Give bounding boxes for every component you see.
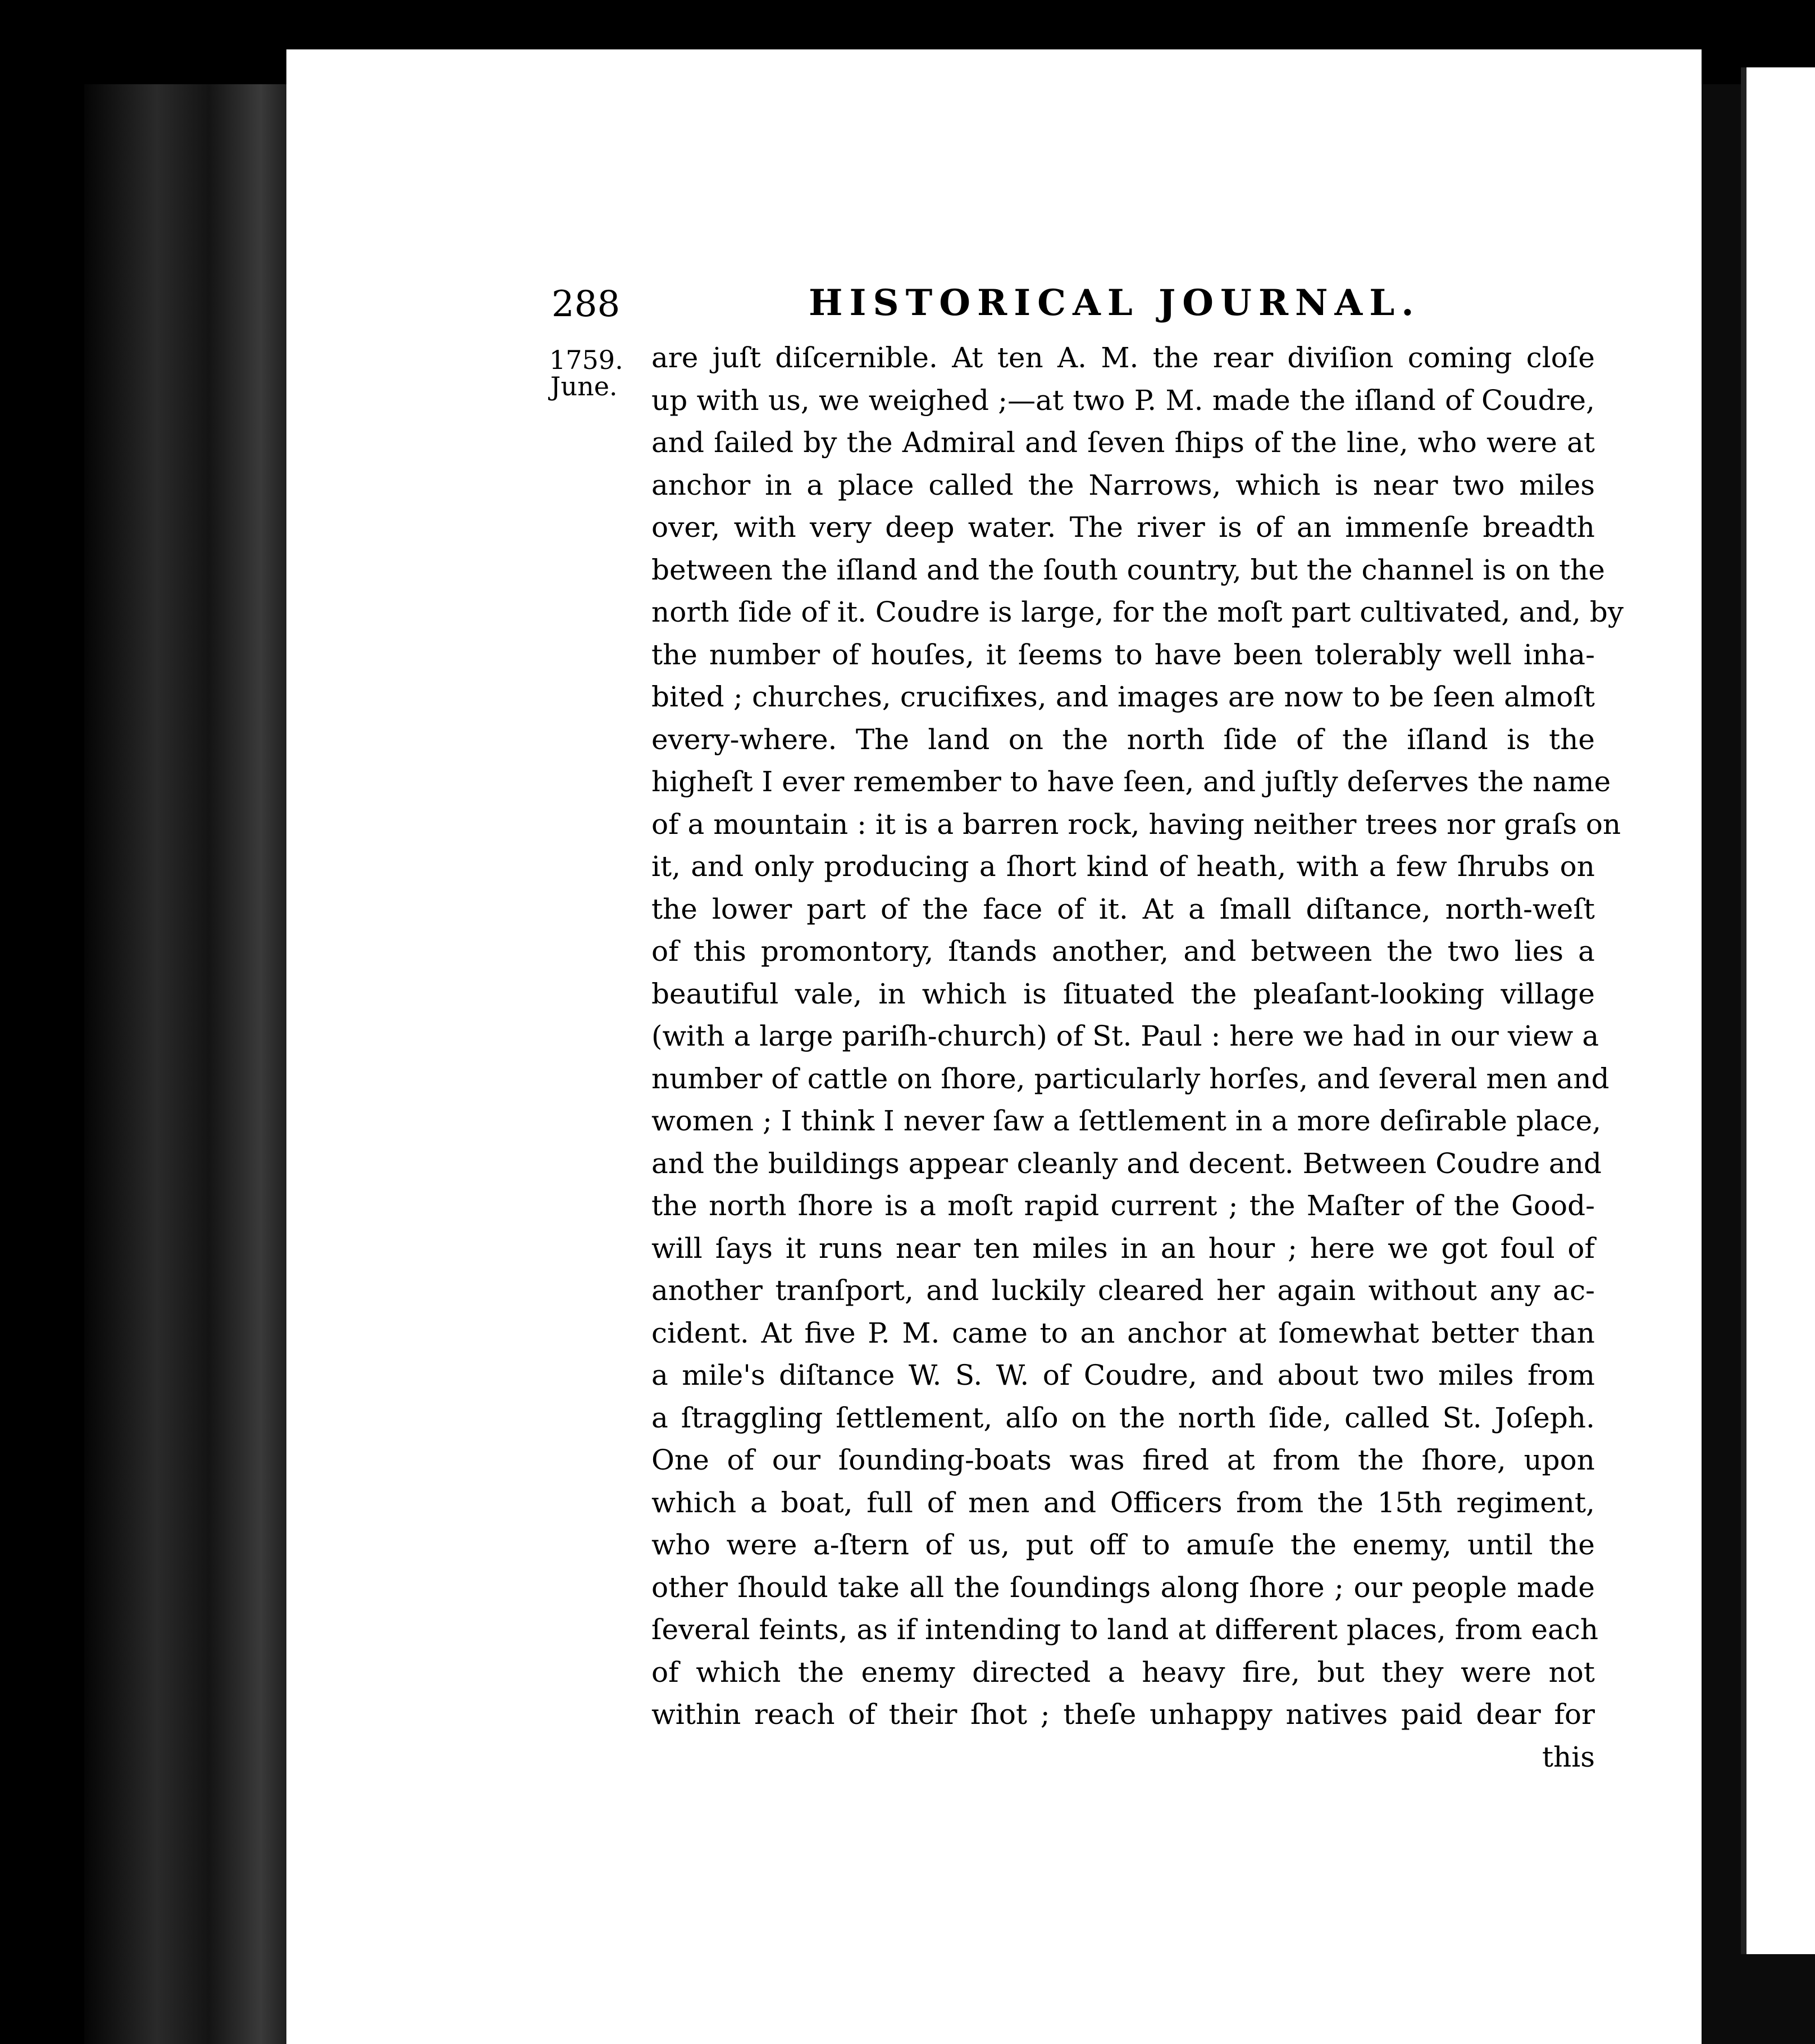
text-line: will ſays it runs near ten miles in an hour ; here we got foul of	[651, 1231, 1595, 1265]
text-line: cident. At five P. M. came to an anchor at ſomewhat better than	[651, 1316, 1595, 1349]
text-line: between the iſland and the ſouth country, but the channel is on the	[651, 553, 1606, 586]
text-line: bited ; churches, crucifixes, and images are now to be ſeen almoſt	[651, 681, 1595, 713]
text-line: women ; I think I never ſaw a ſettlement in a more deſirable place,	[651, 1105, 1602, 1137]
book-binding-edge	[84, 84, 292, 2044]
text-line: the number of houſes, it ſeems to have been tolerably well inha-	[651, 638, 1595, 671]
margin-note-year: 1759.	[549, 345, 623, 375]
text-line: within reach of their ſhot ; theſe unhappy natives paid dear for	[651, 1698, 1595, 1731]
text-line: and ſailed by the Admiral and ſeven ſhips of the line, who were at	[651, 426, 1595, 459]
running-title: HISTORICAL JOURNAL.	[809, 282, 1421, 324]
text-line: of a mountain : it is a barren rock, having neither trees nor graſs on	[651, 807, 1621, 841]
text-line: north ſide of it. Coudre is large, for the moſt part cultivated, and, by	[651, 596, 1624, 628]
text-line: number of cattle on ſhore, particularly horſes, and ſeveral men and	[651, 1062, 1609, 1095]
text-line: One of our ſounding-boats was fired at from the ſhore, upon	[651, 1444, 1595, 1476]
text-line: of this promontory, ſtands another, and between the two lies a	[651, 935, 1595, 968]
text-line: a mile's diſtance W. S. W. of Coudre, and about two miles from	[651, 1359, 1595, 1391]
page-number: 288	[551, 284, 621, 325]
facing-page-edge	[1741, 67, 1815, 1954]
text-line: of which the enemy directed a heavy fire, but they were not	[651, 1655, 1595, 1689]
text-line: (with a large pariſh-church) of St. Paul : here we had in our view a	[651, 1020, 1599, 1052]
text-line: ſeveral feints, as if intending to land at different places, from each	[651, 1613, 1599, 1646]
text-line: it, and only producing a ſhort kind of heath, with a few ſhrubs on	[651, 850, 1595, 883]
text-line: every-where. The land on the north ſide of the iſland is the	[651, 723, 1595, 756]
text-line: which a boat, full of men and Officers from the 15th regiment,	[651, 1486, 1595, 1519]
text-line: are juſt diſcernible. At ten A. M. the rear diviſion coming cloſe	[651, 341, 1595, 374]
margin-note-month: June.	[550, 371, 618, 402]
text-line: a ſtraggling ſettlement, alſo on the north ſide, called St. Joſeph.	[651, 1401, 1595, 1434]
text-line: higheſt I ever remember to have ſeen, and juſtly deſerves the name	[651, 765, 1611, 798]
text-line: the lower part of the face of it. At a ſmall diſtance, north-weſt	[651, 892, 1595, 925]
text-line: who were a-ſtern of us, put off to amuſe the enemy, until the	[651, 1529, 1595, 1561]
text-line: the north ſhore is a moſt rapid current ; the Maſter of the Good-	[651, 1189, 1595, 1222]
text-line: and the buildings appear cleanly and decent. Between Coudre and	[651, 1147, 1602, 1180]
text-line: up with us, we weighed ;—at two P. M. made the iſland of Coudre,	[651, 384, 1595, 417]
body-text	[651, 337, 1624, 1778]
text-line: other ſhould take all the ſoundings along ſhore ; our people made	[651, 1571, 1595, 1604]
text-line: another tranſport, and luckily cleared her again without any ac-	[651, 1274, 1595, 1307]
text-line: beautiful vale, in which is ſituated the pleaſant-looking village	[651, 977, 1595, 1010]
catchword: this	[1542, 1740, 1595, 1773]
text-line: anchor in a place called the Narrows, which is near two miles	[651, 468, 1595, 501]
text-line: over, with very deep water. The river is of an immenſe breadth	[651, 511, 1595, 544]
